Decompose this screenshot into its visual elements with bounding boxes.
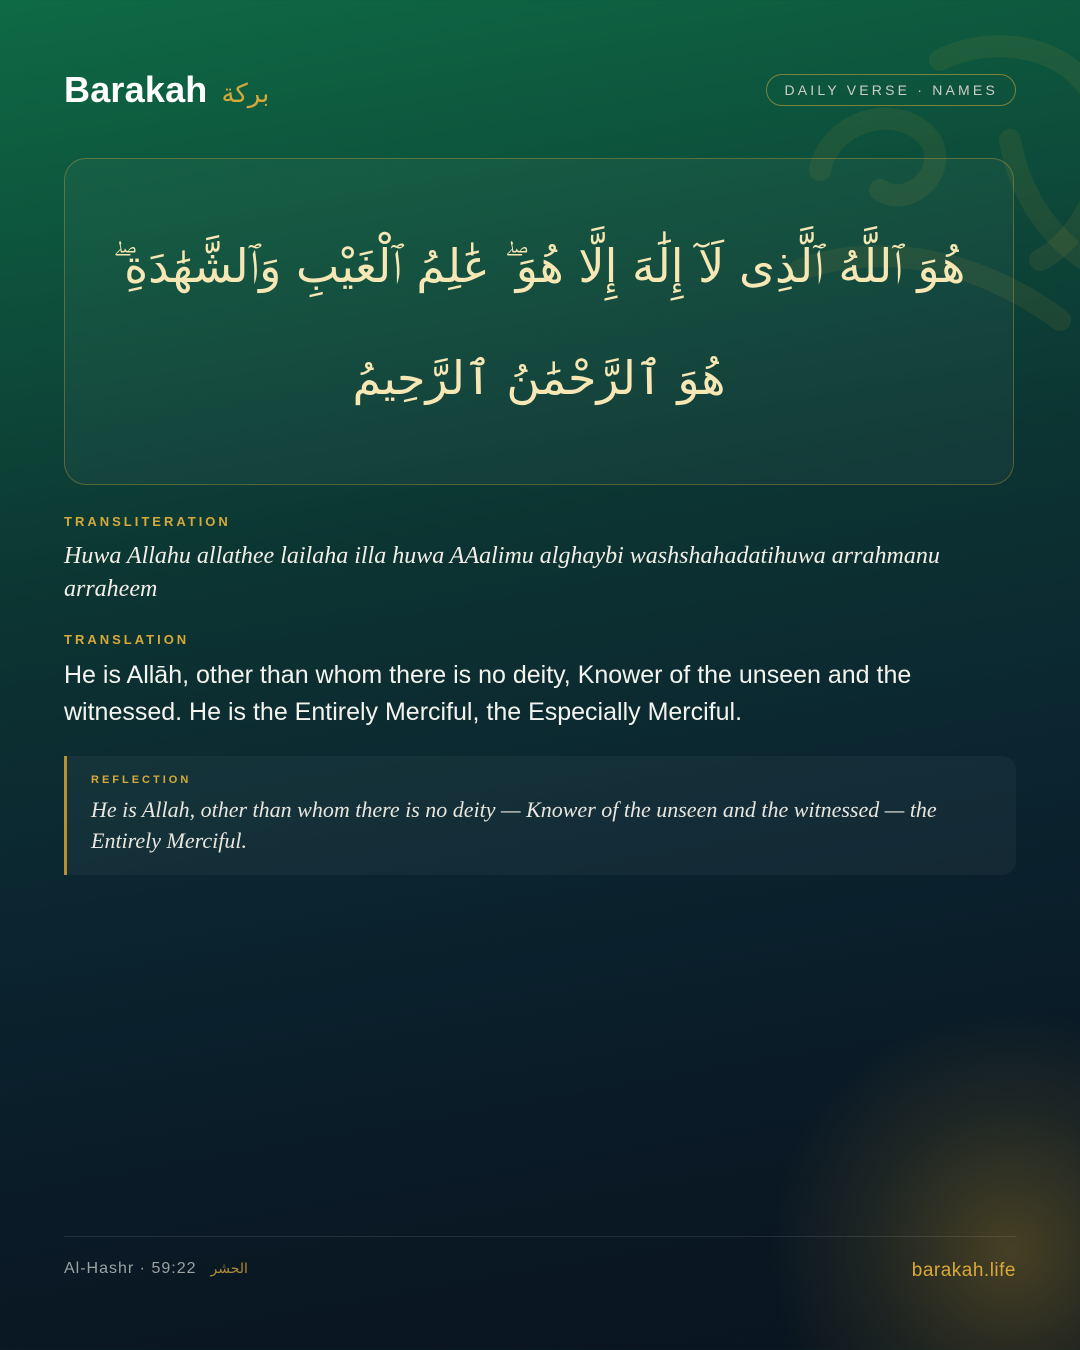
verse-reference [64,1260,248,1278]
brand-logo[interactable] [64,69,269,111]
reflection-label: REFLECTION [91,774,192,786]
brand-name-arabic: بركة [221,79,270,109]
reflection-card [64,756,1016,875]
transliteration-text: Huwa Allahu allathee lailaha illa huwa AAalimu alghaybi washshahadatihuwa arrahmanu arraheem [64,543,940,602]
header [64,60,1016,120]
verse-card [64,158,1014,485]
translation-text: He is Allāh, other than whom there is no deity, Knower of the unseen and the witnessed. He is the Entirely Merciful, the Especially Merciful. [64,661,912,726]
surah-reference: Al-Hashr · 59:22 [64,1260,197,1277]
arabic-verse-line-2: هُوَ ٱلرَّحْمَٰنُ ٱلرَّحِيمُ [352,350,726,405]
surah-name-arabic: الحشر [210,1261,248,1277]
category-tag: DAILY VERSE · NAMES [766,74,1016,106]
transliteration-label: TRANSLITERATION [64,514,231,529]
footer-divider [64,1236,1016,1237]
website-link[interactable]: barakah.life [911,1260,1016,1281]
arabic-verse-line-1: هُوَ ٱللَّهُ ٱلَّذِى لَآ إِلَٰهَ إِلَّا هُوَ ۖ عَٰلِمُ ٱلْغَيْبِ وَٱلشَّهَٰدَةِ ۖ [112,238,966,293]
brand-name: Barakah [64,69,208,110]
arabic-verse [113,210,966,434]
reflection-text: He is Allah, other than whom there is no deity — Knower of the unseen and the witnessed — the Entirely Merciful. [91,797,937,853]
translation-label: TRANSLATION [64,632,190,647]
